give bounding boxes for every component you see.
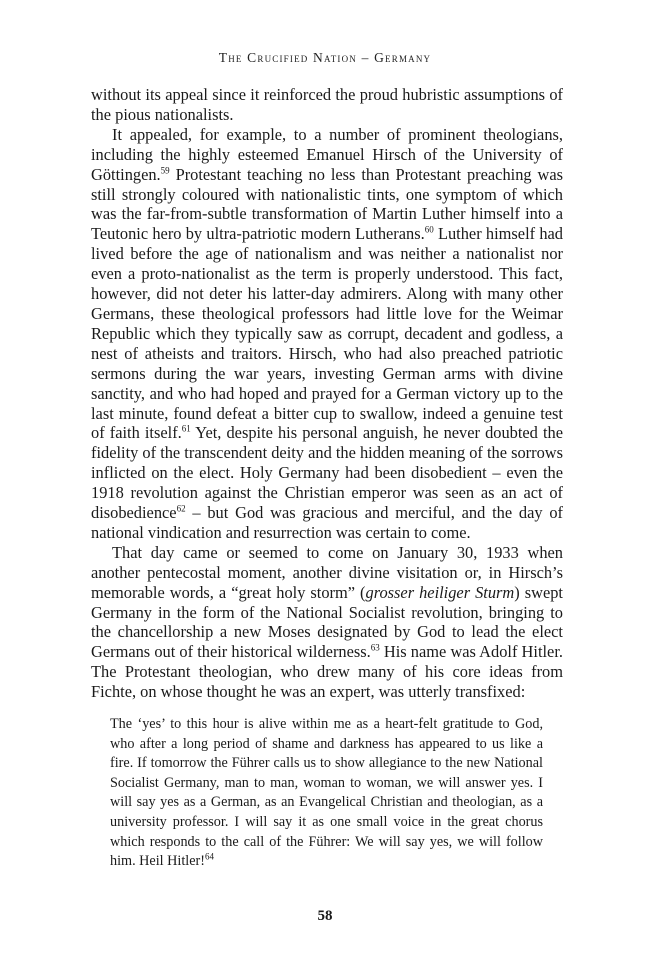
body-text — [91, 85, 563, 702]
footnote-ref-59: 59 — [160, 165, 170, 176]
paragraph-2-text-3: Luther himself had lived before the age of nationalism and was neither a nationalist nor even a proto-nationalist as the term is properly understood. This fact, however, did not deter his latter-day admirers. Along with many other Germans, these theological professors had little love for the Weimar Republic which they typically saw as corrupt, decadent and godless, a nest of atheists and traitors. Hirsch, who had also preached patriotic sermons during the war years, investing German arms with divine sanctity, and who had hoped and prayed for a German victory up to the last minute, found defeat a bitter cup to swallow, indeed a genuine test of faith itself. — [91, 224, 563, 443]
paragraph-2 — [91, 125, 563, 543]
footnote-ref-63: 63 — [370, 642, 380, 653]
paragraph-3-text-3: His name was Adolf Hitler. The Protestant theologian, who drew many of his core ideas from Fichte, on whose thought he was an expert, was utterly transfixed: — [91, 642, 563, 702]
paragraph-2-text-5: – but God was gracious and merciful, and the day of national vindication and resurrection was certain to come. — [91, 503, 563, 542]
paragraph-1-text: without its appeal since it reinforced the proud hubristic assumptions of the pious nationalists. — [91, 85, 563, 124]
german-phrase: grosser heiliger Sturm — [365, 582, 515, 602]
paragraph-2-text-2: Protestant teaching no less than Protestant preaching was still strongly coloured with nationalistic tints, one symptom of which was the far-from-subtle transformation of Martin Luther himself into a Teutonic hero by ultra-patriotic modern Lutherans. — [91, 164, 563, 244]
page-number: 58 — [317, 908, 333, 924]
footnote-ref-61: 61 — [181, 423, 191, 434]
paragraph-3 — [91, 543, 563, 702]
running-head: The Crucified Nation – Germany — [218, 50, 432, 65]
paragraph-3-text-2: ) swept Germany in the form of the National Socialist revolution, bringing to the chancellorship a new Moses designated by God to lead the elect Germans out of their historical wilderness. — [91, 582, 563, 662]
paragraph-1 — [91, 85, 563, 125]
block-quote-text: The ‘yes’ to this hour is alive within me as a heart-felt gratitude to God, who after a long period of shame and darkness has appeared to us like a fire. If tomorrow the Führer calls us to show allegiance to the new National Socialist Germany, man to man, woman to woman, we will answer yes. I will say yes as a German, as an Evangelical Christian and theologian, as a university professor. I will say it as one small voice in the great chorus which responds to the call of the Führer: We will say yes, we will follow him. Heil Hitler! — [110, 716, 543, 870]
paragraph-2-text-4: Yet, despite his personal anguish, he never doubted the fidelity of the transcendent deity and the hidden meaning of the sorrows inflicted on the elect. Holy Germany had been disobedient – even the 1918 revolution against the Christian emperor was seen as an act of disobedience — [91, 423, 564, 523]
footnote-ref-60: 60 — [424, 224, 434, 235]
block-quote-paragraph — [110, 715, 543, 872]
footnote-ref-64: 64 — [204, 851, 214, 862]
paragraph-2-text-1: It appealed, for example, to a number of prominent theologians, including the highly esteemed Emanuel Hirsch of the University of Göttingen. — [91, 124, 563, 184]
footnote-ref-62: 62 — [176, 503, 186, 514]
block-quote — [110, 715, 543, 872]
paragraph-3-text-1: That day came or seemed to come on January 30, 1933 when another pentecostal moment, another divine visitation or, in Hirsch’s memorable words, a “great holy storm” ( — [91, 542, 563, 602]
